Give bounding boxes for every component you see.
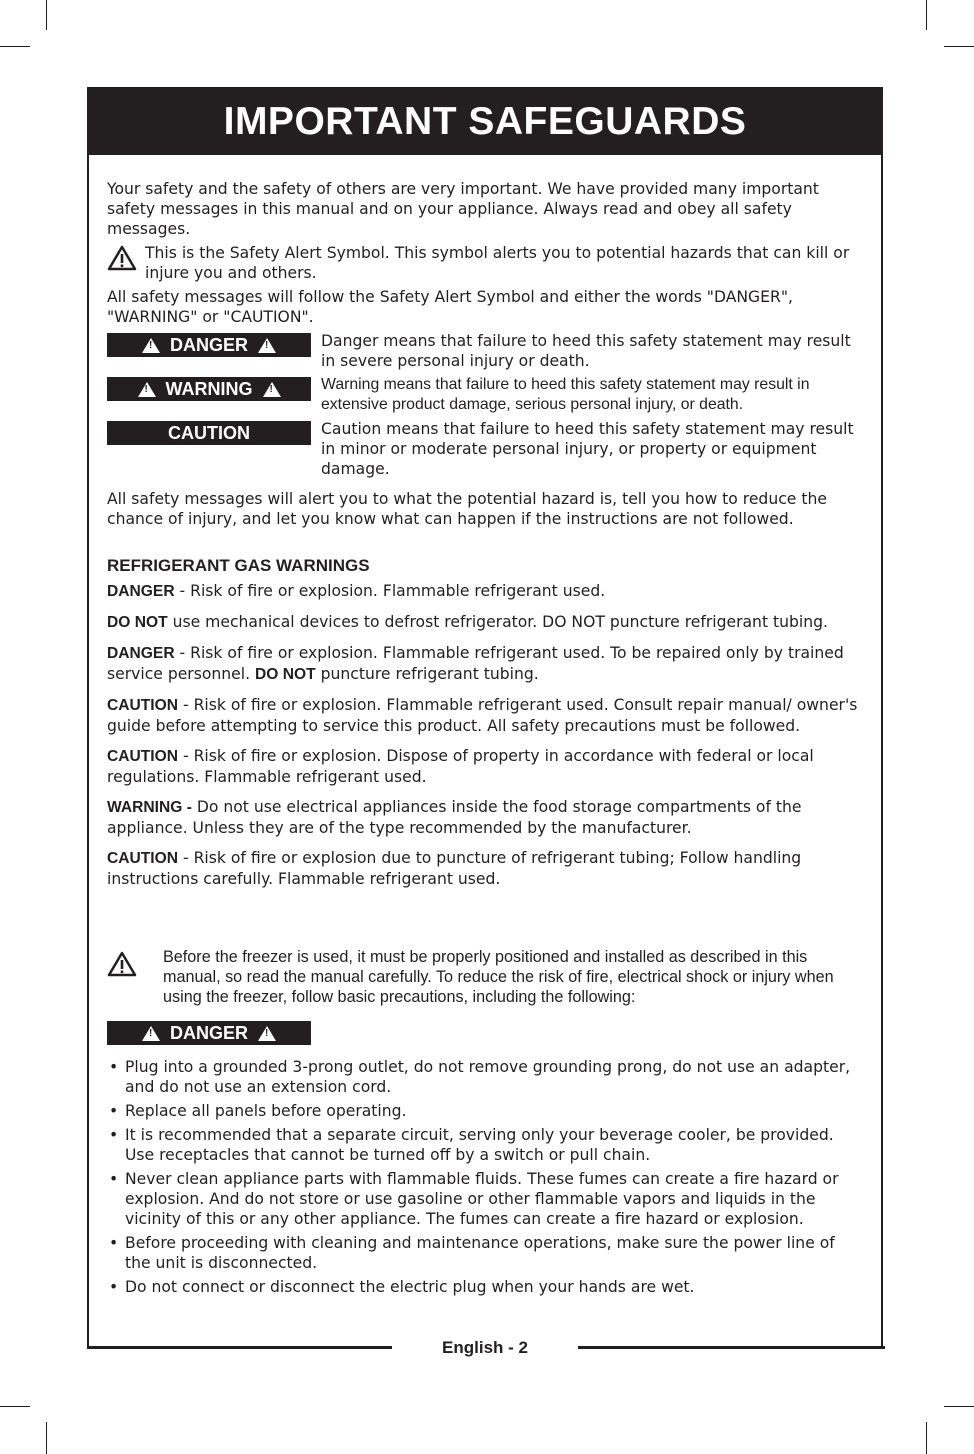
caution-signal-bar <box>107 421 311 445</box>
refrigerant-warning: CAUTION - Risk of fire or explosion. Flammable refrigerant used. Consult repair manual/ owner's guide before attempting to service this product. All safety precautions must be followed. <box>107 696 858 735</box>
crop-mark <box>944 46 974 47</box>
footer-rule-left <box>87 1346 392 1349</box>
danger-label: DANGER <box>169 1022 248 1043</box>
intro-paragraph: Your safety and the safety of others are very important. We have provided many important safety messages in this manual and on your appliance. Always read and obey all safety messages. <box>107 180 819 238</box>
list-item: • It is recommended that a separate circuit, serving only your beverage cooler, be provided. Use receptacles that cannot be turned off by a switch or pull chain. <box>109 1126 834 1164</box>
bullet: • <box>109 1126 119 1144</box>
caution-label: CAUTION <box>168 422 250 443</box>
section-title: REFRIGERANT GAS WARNINGS <box>107 556 370 575</box>
safety-alert-triangle-icon <box>107 245 137 271</box>
crop-mark <box>926 0 927 30</box>
caution-text: Caution means that failure to heed this safety statement may result in minor or moderate personal injury, or property or equipment damage. <box>321 420 854 478</box>
warning-triangle-icon <box>138 382 156 397</box>
precautions-list <box>107 1057 863 1297</box>
danger-signal-bar <box>107 333 311 357</box>
warning-definition <box>107 375 863 415</box>
signal-words-paragraph: All safety messages will follow the Safety Alert Symbol and either the words "DANGER", "WARNING" or "CAUTION". <box>107 288 793 326</box>
bullet: • <box>109 1102 119 1120</box>
bullet: • <box>109 1058 119 1076</box>
symbol-explanation <box>107 243 863 283</box>
refrigerant-warning: DANGER - Risk of fire or explosion. Flammable refrigerant used. To be repaired only by trained service personnel. DO NOT puncture refrigerant tubing. <box>107 644 844 683</box>
freezer-note-row <box>107 947 863 1007</box>
refrigerant-warning: DO NOT use mechanical devices to defrost refrigerator. DO NOT puncture refrigerant tubing. <box>107 613 828 631</box>
warning-signal-bar <box>107 377 311 401</box>
refrigerant-warning: DANGER - Risk of fire or explosion. Flammable refrigerant used. <box>107 582 606 600</box>
page-title: IMPORTANT SAFEGUARDS <box>89 89 881 155</box>
list-item: • Do not connect or disconnect the electric plug when your hands are wet. <box>109 1278 695 1296</box>
refrigerant-warning: CAUTION - Risk of fire or explosion due to puncture of refrigerant tubing; Follow handling instructions carefully. Flammable refrigerant used. <box>107 849 802 888</box>
footer-rule-right <box>578 1346 885 1349</box>
warning-triangle-icon <box>142 1026 160 1041</box>
crop-mark <box>926 1422 927 1454</box>
danger-signal-bar <box>107 1021 311 1045</box>
bullet: • <box>109 1278 119 1296</box>
list-item: • Plug into a grounded 3-prong outlet, do not remove grounding prong, do not use an adapter, and do not use an extension cord. <box>109 1058 851 1096</box>
page-number: English - 2 <box>442 1338 528 1357</box>
refrigerant-warning: CAUTION - Risk of fire or explosion. Dispose of property in accordance with federal or local regulations. Flammable refrigerant used. <box>107 747 814 786</box>
caution-definition <box>107 419 863 479</box>
list-item: • Replace all panels before operating. <box>109 1102 407 1120</box>
warning-text: Warning means that failure to heed this safety statement may result in extensive product damage, serious personal injury, or death. <box>321 376 810 413</box>
crop-mark <box>46 1422 47 1454</box>
warning-triangle-icon <box>142 338 160 353</box>
warning-triangle-icon <box>258 338 276 353</box>
crop-mark <box>944 1406 974 1407</box>
list-item: • Never clean appliance parts with flammable fluids. These fumes can create a fire hazard or explosion. And do not store or use gasoline or other flammable vapors and liquids in the vicinity of this or any other appliance. The fumes can create a fire hazard or explosion. <box>109 1170 839 1228</box>
bullet: • <box>109 1234 119 1252</box>
danger-definition <box>107 331 863 371</box>
warning-triangle-icon <box>258 1026 276 1041</box>
refrigerant-warning: WARNING - Do not use electrical appliances inside the food storage compartments of the appliance. Unless they are of the type recommended by the manufacturer. <box>107 798 802 837</box>
safeguards-panel <box>87 87 883 1347</box>
refrigerant-section <box>107 555 863 889</box>
freezer-note <box>107 947 863 1301</box>
warning-triangle-icon <box>263 382 281 397</box>
closing-paragraph: All safety messages will alert you to what the potential hazard is, tell you how to reduce the chance of injury, and let you know what can happen if the instructions are not followed. <box>107 490 827 528</box>
danger-text: Danger means that failure to heed this safety statement may result in severe personal injury or death. <box>321 332 851 370</box>
crop-mark <box>0 46 30 47</box>
crop-mark <box>46 0 47 30</box>
bullet: • <box>109 1170 119 1188</box>
crop-mark <box>0 1406 30 1407</box>
list-item: • Before proceeding with cleaning and maintenance operations, make sure the power line of the unit is disconnected. <box>109 1234 835 1272</box>
warning-label: WARNING <box>165 378 253 399</box>
safety-alert-triangle-icon <box>107 951 137 977</box>
danger-label: DANGER <box>169 334 248 355</box>
symbol-text: This is the Safety Alert Symbol. This symbol alerts you to potential hazards that can kill or injure you and others. <box>145 244 850 282</box>
freezer-note-text: Before the freezer is used, it must be properly positioned and installed as described in this manual, so read the manual carefully. To reduce the risk of fire, electrical shock or injury when using the freezer, follow basic precautions, including the following: <box>163 948 834 1006</box>
intro-section <box>107 179 863 529</box>
